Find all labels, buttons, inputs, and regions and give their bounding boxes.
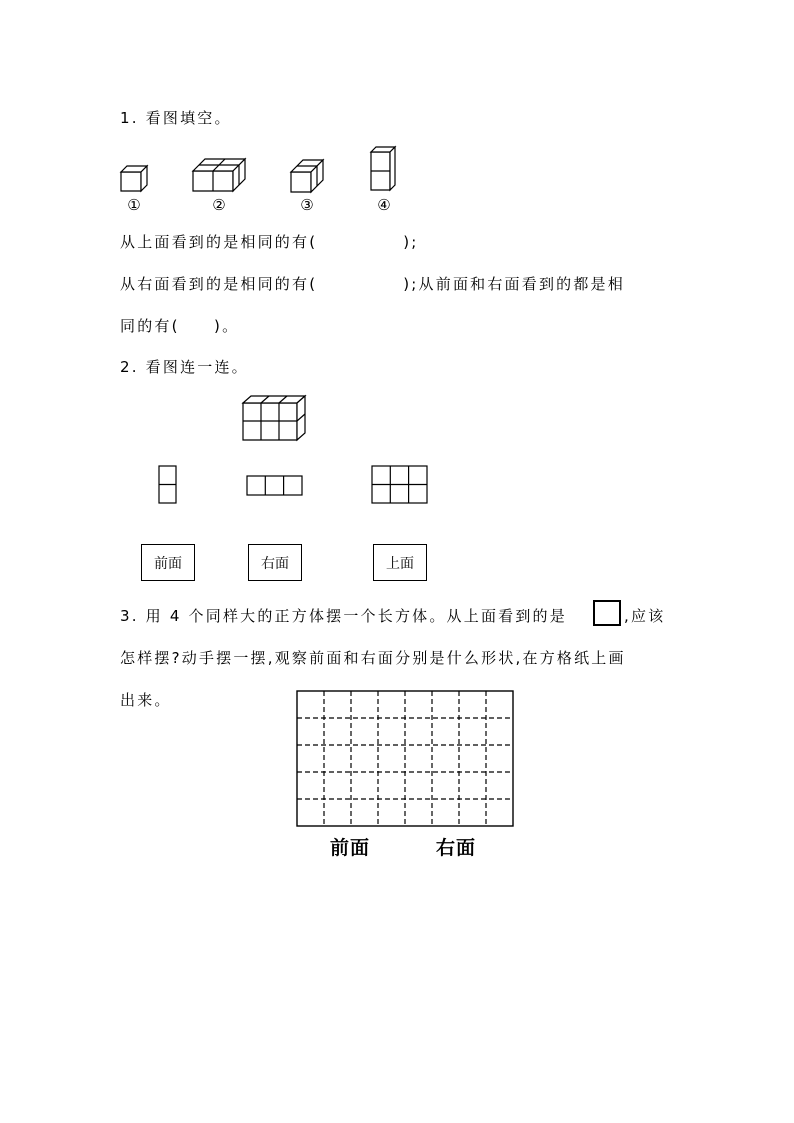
q1-line-right-view: 从右面看到的是相同的有( );从前面和右面看到的都是相 — [120, 275, 625, 293]
q3-caption-right: 右面 — [436, 837, 477, 859]
q3-grid-paper — [296, 690, 514, 828]
q1-label-3: ③ — [300, 196, 314, 214]
q2-title: 2. 看图连一连。 — [120, 358, 249, 376]
q1-figure-3-cube-pair — [290, 157, 326, 195]
q3-caption-front: 前面 — [330, 837, 371, 859]
q2-view-shape-three-by-two — [371, 465, 429, 505]
q1-label-4: ④ — [377, 196, 391, 214]
q1-figure-2-cube-block — [192, 156, 248, 194]
q2-box-top: 上面 — [373, 544, 427, 581]
q2-box-right: 右面 — [248, 544, 302, 581]
q3-line-3: 出来。 — [120, 691, 172, 709]
q1-label-1: ① — [127, 196, 141, 214]
q2-view-shape-vertical-pair — [158, 465, 178, 505]
q1-title: 1. 看图填空。 — [120, 109, 232, 127]
q2-box-front: 前面 — [141, 544, 195, 581]
q3-line-1: 3. 用 4 个同样大的正方体摆一个长方体。从上面看到的是 — [120, 607, 567, 625]
q1-figure-1-single-cube — [121, 164, 151, 194]
q3-square-top-view-icon — [593, 600, 621, 626]
q3-line-1-tail: ,应该 — [624, 607, 666, 625]
q3-line-2: 怎样摆?动手摆一摆,观察前面和右面分别是什么形状,在方格纸上画 — [120, 649, 626, 667]
q1-line-both-views: 同的有( )。 — [120, 317, 240, 335]
q2-solid-figure — [242, 395, 308, 443]
q1-label-2: ② — [212, 196, 226, 214]
q1-figure-4-cube-stack — [370, 146, 398, 194]
q1-line-top-view: 从上面看到的是相同的有( ); — [120, 233, 419, 251]
q2-view-shape-row-of-three — [246, 475, 304, 497]
